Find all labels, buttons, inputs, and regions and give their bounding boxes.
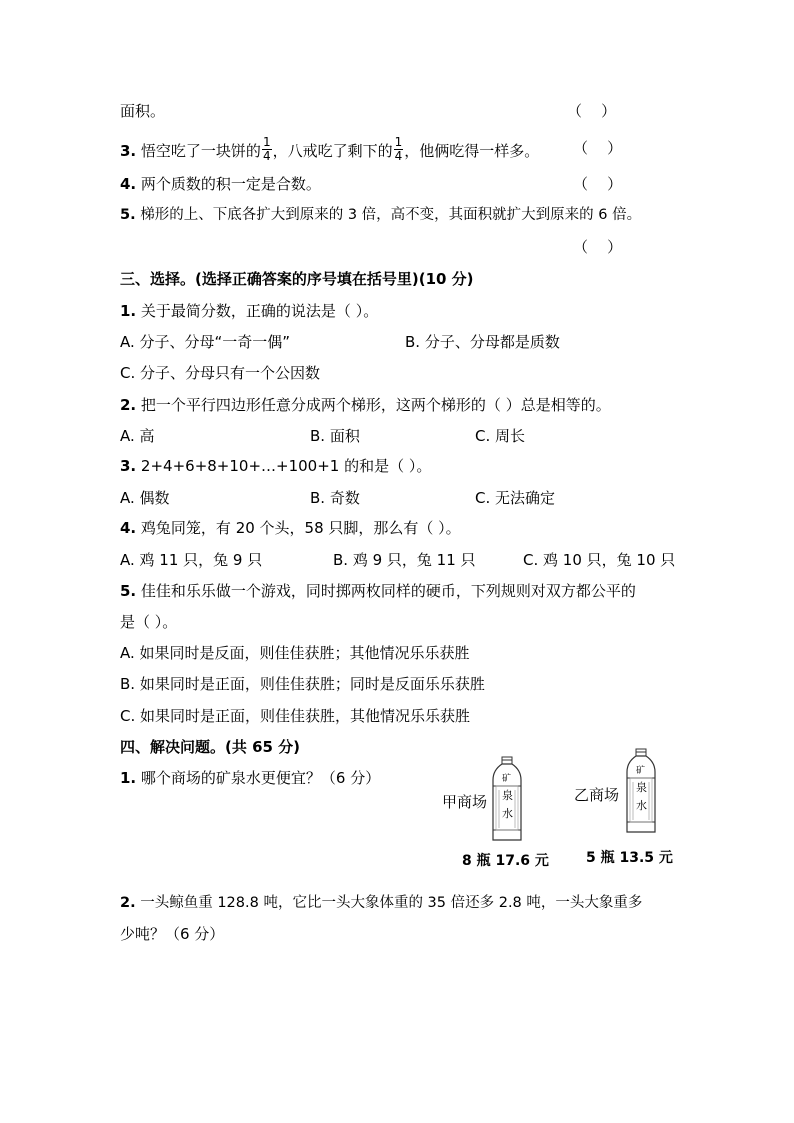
option-a: A. 偶数	[120, 489, 170, 507]
bottle-brand: 矿	[636, 766, 646, 776]
judge-q3: 3. 悟空吃了一块饼的 $\frac{1}{4}$ ，八戒吃了剩下的 $\frac{1}{4}$ ，他俩吃得一样多。	[120, 135, 540, 163]
answer-paren[interactable]: （ ）	[573, 175, 623, 193]
option-c: C. 周长	[475, 427, 526, 445]
option-b: B. 如果同时是正面，则佳佳获胜；同时是反面乐乐获胜	[120, 675, 485, 693]
store-a-price: 8 瓶 17.6 元	[462, 853, 549, 869]
option-c: C. 鸡 10 只，兔 10 只	[523, 551, 676, 569]
bottle-text: 水	[636, 799, 647, 812]
option-b: B. 奇数	[310, 489, 360, 507]
question-number: 3.	[120, 142, 137, 160]
question-number: 2.	[120, 396, 137, 414]
section-heading: 四、解决问题。(共 65 分)	[120, 738, 301, 756]
judge-q4: 4. 两个质数的积一定是合数。	[120, 175, 321, 193]
fraction: $\frac{1}{4}$	[262, 135, 271, 163]
option-b: B. 面积	[310, 427, 360, 445]
section-heading: 三、选择。(选择正确答案的序号填在括号里)(10 分)	[120, 270, 474, 288]
option-c: C. 无法确定	[475, 489, 556, 507]
solve-q1: 1. 哪个商场的矿泉水更便宜？（6 分）	[120, 769, 381, 787]
bottle-brand: 矿	[502, 774, 512, 784]
option-a: A. 高	[120, 427, 155, 445]
question-number: 3.	[120, 457, 137, 475]
choice-q3: 3. 2+4+6+8+10+…+100+1 的和是（ ）。	[120, 457, 432, 475]
store-b-price: 5 瓶 13.5 元	[586, 850, 673, 866]
judge-q5: 5. 梯形的上、下底各扩大到原来的 3 倍，高不变，其面积就扩大到原来的 6 倍。	[120, 207, 642, 223]
answer-paren[interactable]: （ ）	[573, 139, 623, 157]
choice-q4: 4. 鸡兔同笼，有 20 个头，58 只脚，那么有（ ）。	[120, 519, 461, 537]
judge-line-area: 面积。	[120, 102, 166, 120]
question-number: 5.	[120, 582, 137, 600]
option-a: A. 鸡 11 只，兔 9 只	[120, 551, 263, 569]
choice-q1: 1. 关于最简分数，正确的说法是（ ）。	[120, 302, 379, 320]
answer-paren[interactable]: （ ）	[573, 238, 623, 256]
bottle-text: 水	[502, 807, 513, 820]
solve-q2: 2. 一头鲸鱼重 128.8 吨，它比一头大象体重的 35 倍还多 2.8 吨，一头大象重多	[120, 895, 643, 911]
solve-q2-cont: 少吨？（6 分）	[120, 925, 225, 943]
choice-q5-cont: 是（ ）。	[120, 613, 178, 631]
question-number: 4.	[120, 519, 137, 537]
option-c: C. 分子、分母只有一个公因数	[120, 364, 321, 382]
question-number: 2.	[120, 895, 136, 911]
question-number: 1.	[120, 302, 137, 320]
bottle-text: 泉	[502, 789, 513, 802]
question-number: 5.	[120, 207, 136, 223]
option-a: A. 如果同时是反面，则佳佳获胜；其他情况乐乐获胜	[120, 644, 470, 662]
question-number: 1.	[120, 769, 137, 787]
question-number: 4.	[120, 175, 137, 193]
bottle-text: 泉	[636, 781, 647, 794]
store-a-label: 甲商场	[442, 793, 488, 811]
choice-q5: 5. 佳佳和乐乐做一个游戏，同时掷两枚同样的硬币，下列规则对双方都公平的	[120, 582, 636, 600]
option-c: C. 如果同时是正面，则佳佳获胜，其他情况乐乐获胜	[120, 707, 471, 725]
answer-paren[interactable]: （ ）	[567, 102, 617, 120]
fraction: $\frac{1}{4}$	[394, 135, 403, 163]
store-b-label: 乙商场	[574, 786, 620, 804]
option-a: A. 分子、分母“一奇一偶”	[120, 333, 291, 351]
choice-q2: 2. 把一个平行四边形任意分成两个梯形，这两个梯形的（ ）总是相等的。	[120, 396, 611, 414]
option-b: B. 鸡 9 只，兔 11 只	[333, 551, 476, 569]
option-b: B. 分子、分母都是质数	[405, 333, 560, 351]
